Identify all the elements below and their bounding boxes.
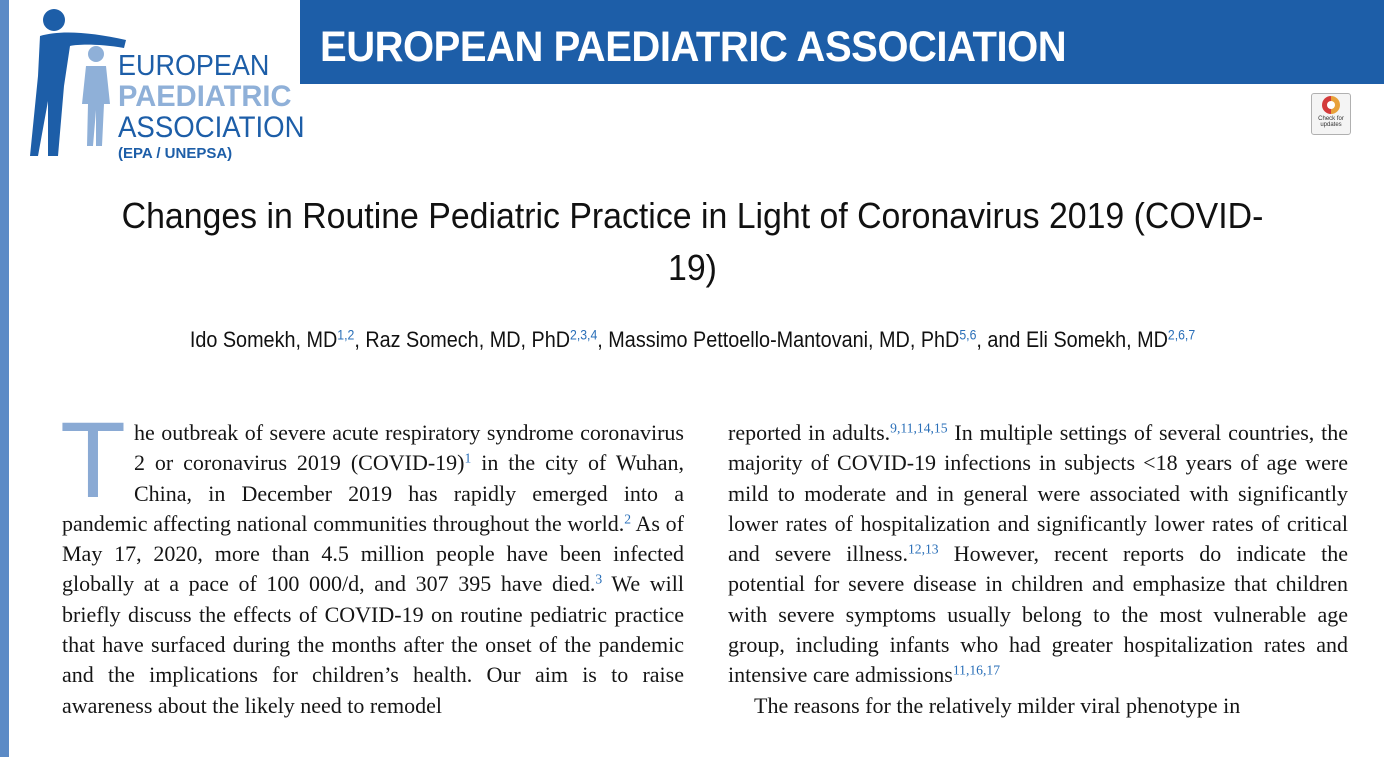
citation-ref[interactable]: 12,13 — [907, 541, 939, 557]
body-text: in the city of Wuhan, China, in December 2019 has rapidly emerged into a pandemic affecting national communities throughout the world. — [62, 450, 685, 536]
affiliation-ref[interactable]: 2,6,7 — [1167, 327, 1196, 343]
body-column-right — [728, 418, 1348, 721]
intro-paragraph — [60, 399, 685, 721]
body-text: However, recent reports do indicate the potential for severe disease in children and emphasize that children with severe symptoms usually belong to the most vulnerable age group, including infants who had greater hospitalization rates and intensive care admissions — [728, 541, 1348, 688]
citation-ref[interactable]: 11,16,17 — [952, 662, 1001, 678]
citation-ref[interactable]: 3 — [595, 571, 603, 587]
drop-cap: T — [60, 399, 126, 520]
affiliation-ref[interactable]: 2,3,4 — [570, 327, 598, 343]
citation-ref[interactable]: 1 — [464, 450, 472, 466]
logo-text-european: EUROPEAN — [118, 50, 270, 82]
citation-ref[interactable]: 9,11,14,15 — [890, 420, 948, 436]
body-text: reported in adults. — [728, 420, 891, 445]
left-accent-stripe — [0, 0, 9, 757]
check-for-updates-button[interactable] — [1311, 93, 1351, 135]
body-text: We will briefly discuss the effects of COVID-19 on routine pediatric practice that have surfaced during the months after the onset of the pandemic and the implications for children’s health. Our aim is to raise awareness about the likely need to remodel — [62, 571, 684, 718]
affiliation-ref[interactable]: 1,2 — [337, 327, 355, 343]
body-text: In multiple settings of several countries, the majority of COVID-19 infections in subjects <18 years of age were mild to moderate and in general were associated with significantly lower rates of hospitalization and significantly lower rates of critical and severe illness. — [728, 420, 1348, 567]
logo-text-paediatric: PAEDIATRIC — [118, 80, 292, 113]
author-name: Massimo Pettoello-Mantovani, MD, PhD — [608, 327, 960, 352]
check-for-updates-label: Check for updates — [1318, 116, 1344, 128]
next-paragraph: The reasons for the relatively milder viral phenotype in — [754, 692, 1241, 718]
crossmark-icon — [1322, 96, 1340, 114]
logo-figures-icon — [30, 6, 130, 156]
author-name: Ido Somekh, MD — [189, 327, 338, 352]
body-text: he outbreak of severe acute respiratory syndrome coronavirus 2 or coronavirus 2019 (COVID-19) — [133, 420, 684, 476]
author-list: Ido Somekh, MD$^{1,2}$, Raz Somech, MD, PhD$^{2,3,4}$, Massimo Pettoello-Mantovani, MD, PhD$^{5,6}$, and Eli Somekh, MD$^{2,6,7}$ — [189, 327, 1196, 352]
logo-text-epa-unepsa: (EPA / UNEPSA) — [118, 145, 233, 162]
affiliation-ref[interactable]: 5,6 — [959, 327, 977, 343]
journal-banner-title: EUROPEAN PAEDIATRIC ASSOCIATION — [320, 23, 1067, 71]
author-name: Raz Somech, MD, PhD — [365, 327, 571, 352]
epa-logo — [30, 6, 305, 162]
body-column-left — [60, 399, 685, 721]
continued-paragraph — [728, 418, 1348, 691]
body-text: As of May 17, 2020, more than 4.5 million people have been infected globally at a pace of 100 000/d, and 307 395 have died. — [62, 510, 684, 597]
author-name: and Eli Somekh, MD — [987, 327, 1168, 352]
citation-ref[interactable]: 2 — [624, 511, 632, 527]
logo-text-association: ASSOCIATION — [118, 111, 305, 144]
article-title: Changes in Routine Pediatric Practice in Light of Coronavirus 2019 (COVID-19) — [121, 195, 1264, 288]
